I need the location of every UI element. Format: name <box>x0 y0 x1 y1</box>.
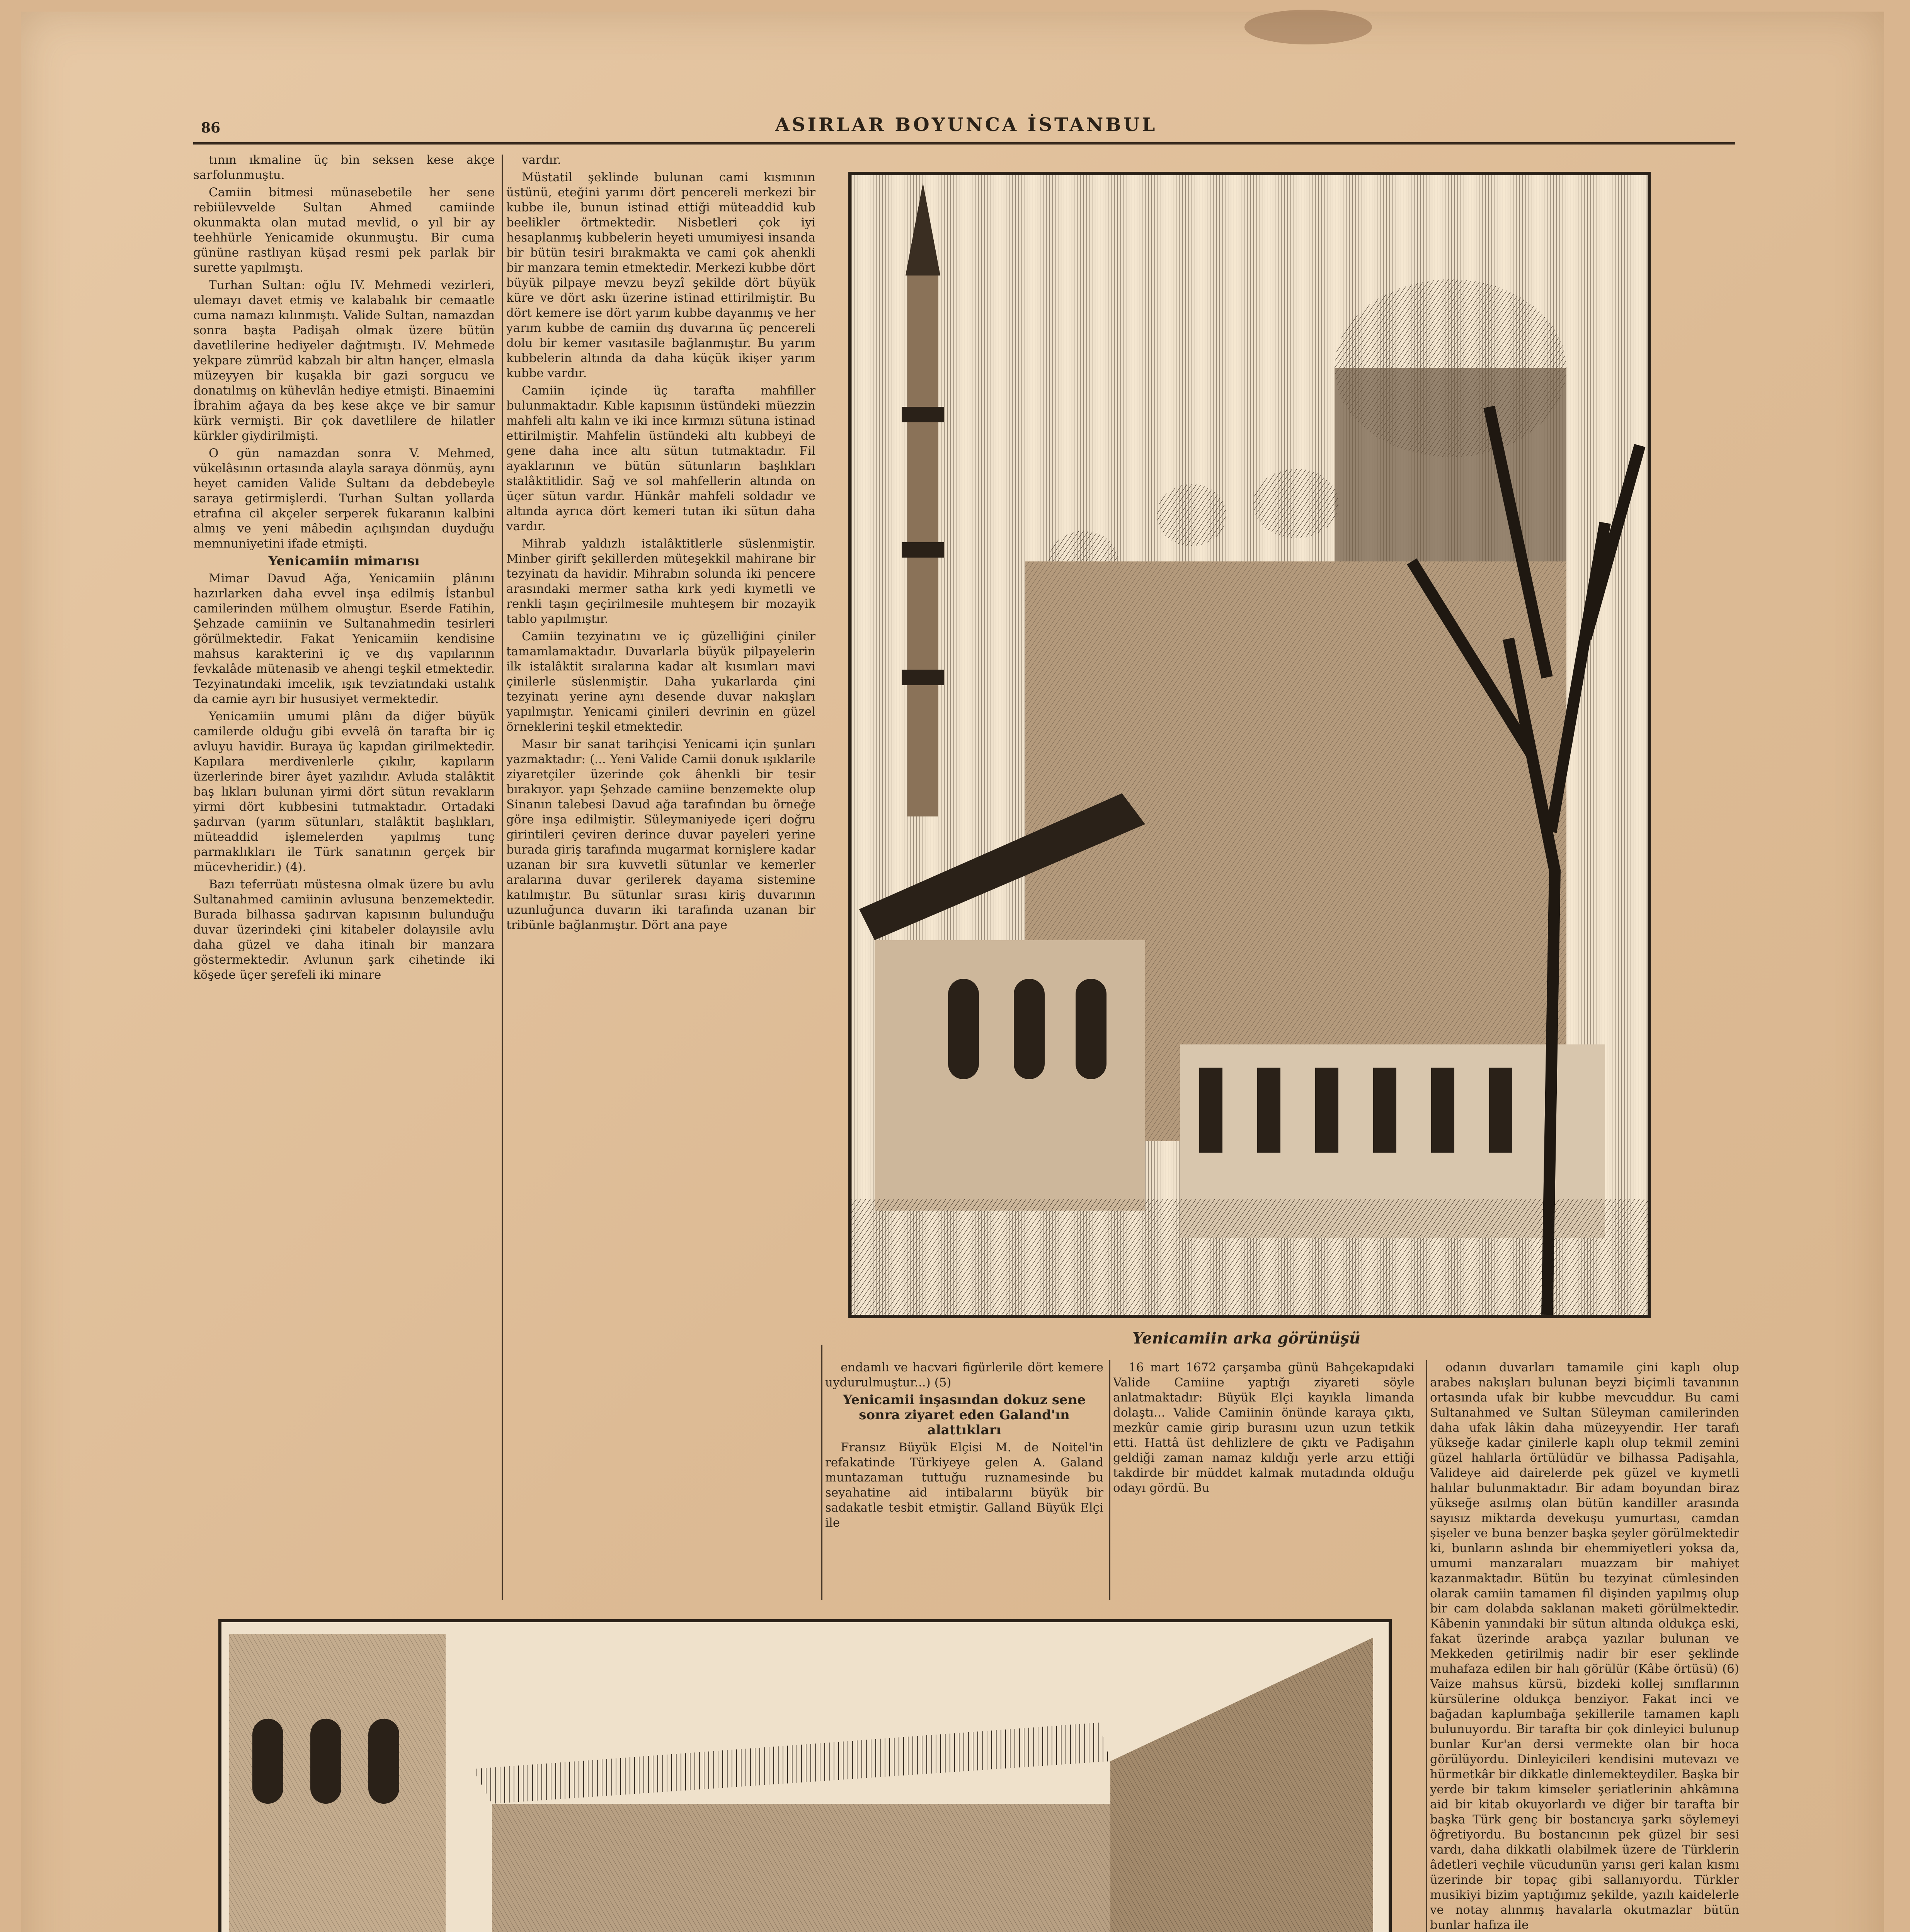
page-number: 86 <box>201 120 221 136</box>
pavilion-arch-engraving-icon <box>221 1622 1389 1932</box>
col3-heading: Yenicamii inşasından dokuz sene sonra ziyaret eden Galand'ın alattıkları <box>843 1392 1086 1438</box>
col2-paragraph: Masır bir sanat tarihçisi Yenicami için şunları yazmaktadır: (... Yeni Valide Camii donuk ışıklarile ziyaretçiler üzerinde çok âhenkli bir tesir bırakıyor. yapı Şehzade camiine benzemekte olup Sinanın talebesi Davud ağa tarafından bu örneğe göre inşa edilmiştir. Süleymaniyede içeri doğru girintileri çeviren derince duvar payeleri yerine burada giriş tarafında mugarmat kornişlere kadar uzanan bir sıra kuvvetli sütunlar ve kemerler aralarına duvar gerilerek dayama sistemine katılmıştır. Bu sütunlar sırası kiriş duvarının uzunluğunca duvarın iki tarafında uzanan bir tribünle bağlanmıştır. Dört ana paye <box>506 737 815 932</box>
col2-paragraph: Camiin içinde üç tarafta mahfiller bulunmaktadır. Kıble kapısının üstündeki müezzin mahfeli altı kalın ve iki ince kırmızı sütuna istinad ettirilmiştir. Mahfelin üstündeki altı kubbeyi de gene daha ince altı sütun tutmaktadır. Fil ayaklarının ve bütün sütunların başlıkları stalâktitlidir. Sağ ve sol mahfellerin altında on üçer sütun vardır. Hünkâr mahfeli soldadır ve altında ayrıca dört kemeri tutan iki sütun daha vardır. <box>506 384 815 533</box>
col1-paragraph: Yenicamiin umumi plânı da diğer büyük camilerde olduğu gibi evvelâ ön tarafta bir iç avluyu havidir. Buraya üç kapıdan girilmektedir. Kapılara merdivenlerle çıkılır, kapıların üzerlerinde birer âyet yazılıdır. Avluda stalâktit baş lıkları bulunan yirmi dört sütun revakların yirmi dört kubbesini tutmaktadır. Ortadaki şadırvan (yarım sütunları, stalâktit başlıkları, müteaddid işlemelerden yapılmış tunç parmaklıkları ile Türk sanatının gerçek bir mücevheridir.) (4). <box>193 709 495 874</box>
col2-paragraph: Müstatil şeklinde bulunan cami kısmının üstünü, eteğini yarımı dört pencereli merkezi bir kubbe ile, bunun istinad ettiği müteaddid kub beelikler örtmektedir. Nisbetleri çok iyi hesaplanmış kubbelerin heyeti umumiyesi insanda bir bütün tesiri bırakmakta ve cami çok ahenkli bir manzara temin etmektedir. Merkezi kubbe dört büyük pilpaye mevzu beyzî şekilde dört büyük küre ve dört askı üzerine istinad ettirilmiştir. Bu dört kemere ise dört yarım kubbe dayanmış ve her yarım kubbe de camiin dış duvarına üç pencereli dolu bir kemer vasıtasile bağlanmıştır. Bu yarım kubbelerin altında da daha küçük ikişer yarım kubbe vardır. <box>506 170 815 380</box>
stain-top <box>1244 10 1372 44</box>
col1-paragraph: Bazı teferrüatı müstesna olmak üzere bu avlu Sultanahmed camiinin avlusuna benzemektedir. Burada bilhassa şadırvan kapısının bulunduğu duvar üzerindeki çini kitabeler dolayısile avlu daha güzel ve daha itinalı bir manzara göstermektedir. Avlunun şark cihetinde iki köşede üçer şerefeli iki minare <box>193 878 495 982</box>
col5-paragraph: odanın duvarları tamamile çini kaplı olup arabes nakışları bulunan beyzi biçimli tavanının ortasında ufak bir kubbe mevcuddur. Bu cami Sultanahmed ve Sultan Süleyman camilerinden daha ufak lâkin daha müzeyyendir. Her tarafı yükseğe kadar çinilerle kaplı olup tekmil zemini güzel halılarla örtülüdür ve bilhassa Padişahla, Valideye aid dairelerde pek güzel ve kıymetli halılar bulunmaktadır. Bir adam boyundan biraz yükseğe asılmış olan bütün kandiller arasında sayısız miktarda devekuşu yumurtası, camdan şişeler ve buna benzer başka şeyler görülmektedir ki, bunların aslında bir ehemmiyetleri yoksa da, umumi manzaraları muazzam bir mahiyet kazanmaktadır. Bütün bu tezyinat cümlesinden olarak camiin tamamen fil dişinden yapılmış olup bir cam dolabda saklanan maketi görülmektedir. Kâbenin yanındaki bir sütun altında oldukça eski, fakat üzerinde arabça yazılar bulunan ve Mekkeden getirilmiş nadir bir eser şeklinde muhafaza edilen bir halı görülür (Kâbe örtüsü) (6) Vaize mahsus kürsü, bizdeki kollej sınıflarının kürsülerine oldukça benziyor. Fakat inci ve bağadan kaplumbağa şekillerile tamamen kaplı bulunuyordu. Bir tarafta bir çok dinleyici bulunup bunlar Kur'an dersi vermekte olan bir hoca görülüyordu. Dinleyicileri kendisini mutevazı ve hürmetkâr bir dikkatle dinlemekteydiler. Başka bir yerde bir takım kimseler şeriatlerinin ahkâmına aid bir kitab okuyorlardı ve diğer bir tarafta bir başka Türk genç bir bostancıya şarkı söylemeyi öğretiyordu. Bu bostancının pek güzel bir sesi vardı, daha dikkatli olabilmek üzere de Türklerin âdetleri veçhile vücudunün yarısı geri kalan kısmı üzerinde bir topaç gibi sallanıyordu. Türkler musikiyi bizim yaptığımız şekilde, yazılı kaidelerle ve notay alınmış havalarla okutmazlar bütün bunlar hafıza ile <box>1430 1361 1739 1932</box>
col3-paragraph: endamlı ve hacvari figürlerile dört kemere uydurulmuştur...) (5) <box>825 1361 1103 1389</box>
header-rule <box>193 142 1735 145</box>
pavilion-illustration <box>218 1619 1392 1932</box>
col1-paragraph: tının ıkmaline üç bin seksen kese akçe sarfolunmuştu. <box>193 153 495 182</box>
top-caption: Yenicamiin arka görünüşü <box>1132 1329 1360 1347</box>
mosque-engraving-icon <box>851 175 1648 1315</box>
col1-paragraph: Camiin bitmesi münasebetile her sene rebiülevvelde Sultan Ahmed camiinde okunmakta olan mutad mevlid, o yıl bir ay teehhürle Yenicamide okunmuştu. Bir cuma gününe rastlıyan küşad resmi pek parlak bir surette yapılmıştı. <box>193 185 495 275</box>
column-3 <box>825 1360 1103 1600</box>
col1-paragraph: Mimar Davud Ağa, Yenicamiin plânını hazırlarken daha evvel inşa edilmiş İstanbul camilerinden mülhem olmuştur. Eserde Fatihin, Şehzade camiinin ve Sultanahmedin tesirleri görülmektedir. Fakat Yenicamiin kendisine mahsus karakterini iç ve dış vapılarının fevkalâde mütenasib ve ahengi teşkil etmektedir. Tezyinatındaki imcelik, ışık tevziatındaki ustalık da camie ayrı bir hususiyet vermektedir. <box>193 571 495 706</box>
column-2 <box>506 153 815 1605</box>
col4-paragraph: 16 mart 1672 çarşamba günü Bahçekapıdaki Valide Camiine yaptığı ziyareti söyle anlatmaktadır: Büyük Elçi kayıkla limanda dolaştı... Valide Camiinin önünde karaya çıktı, mezkûr camie girip burasını uzun uzun tetkik etti. Hattâ üst dehlizlere de çıktı ve Padişahın geldiği zaman namaz kıldığı yerle arzu ettiği takdirde bir müddet kalmak mutadında olduğu odayı gördü. Bu <box>1113 1361 1415 1495</box>
mosque-illustration <box>848 172 1651 1318</box>
col2-paragraph: Camiin tezyinatını ve iç güzelliğini çiniler tamamlamaktadır. Duvarlarla büyük pilpayelerin ilk istalâktit sıralarına kadar alt kısımları mavi çinilerle süslenmiştir. Daha yukarlarda çini tezyinatı yerine aynı desende duvar nakışları yapılmıştır. Yenicami çinileri devrinin en güzel örneklerini teşkil etmektedir. <box>506 629 815 734</box>
column-divider <box>1109 1360 1110 1600</box>
column-divider <box>1426 1360 1427 1932</box>
col2-paragraph: Mihrab yaldızlı istalâktitlerle süslenmiştir. Minber girift şekillerden müteşekkil mahirane bir tezyinatı da havidir. Mihrabın solunda iki pencere arasındaki mermer satha kırk yedi kıymetli ve renkli taşın geçirilmesile muhteşem bir mozayik tablo yapılmıştır. <box>506 537 815 626</box>
column-1 <box>193 153 495 1605</box>
column-4 <box>1113 1360 1415 1600</box>
col1-paragraph: Turhan Sultan: oğlu IV. Mehmedi vezirleri, ulemayı davet etmiş ve kalabalık bir cemaatle cuma namazı kılınmıştı. Valide Sultan, namazdan sonra başta Padişah olmak üzere bütün davetlilerine hediyeler dağıtmıştı. IV. Mehmede yekpare zümrüd kabzalı bir altın hançer, elmasla müzeyyen bir kuşakla bir gazi sorgucu ve donatılmış on kühevlân hediye etmişti. Binaemini İbrahim ağaya da beş kese akçe ve bir samur kürk vermişti. Bir çok davetlilere de hilatler kürkler giydirilmişti. <box>193 278 495 443</box>
column-divider <box>502 155 503 1600</box>
column-divider <box>821 1345 822 1600</box>
col1-heading: Yenicamiin mimarısı <box>268 553 420 569</box>
running-title: ASIRLAR BOYUNCA İSTANBUL <box>775 114 1158 136</box>
column-5 <box>1430 1360 1739 1932</box>
col2-paragraph: vardır. <box>522 153 561 167</box>
col3-paragraph: Fransız Büyük Elçisi M. de Noitel'in refakatinde Türkiyeye gelen A. Galand muntazaman tuttuğu ruznamesinde bu seyahatine aid intibalarını büyük bir sadakatle tesbit etmiştir. Galland Büyük Elçi ile <box>825 1440 1103 1530</box>
col1-paragraph: O gün namazdan sonra V. Mehmed, vükelâsının ortasında alayla saraya dönmüş, aynı heyet camiden Valide Sultanı da debdebeyle saraya getirmişlerdi. Turhan Sultan yollarda etrafına cil akçeler serperek fukaranın kalbini almış ve yeni mâbedin açılışından duyduğu memnuniyetini ifade etmişti. <box>193 446 495 551</box>
